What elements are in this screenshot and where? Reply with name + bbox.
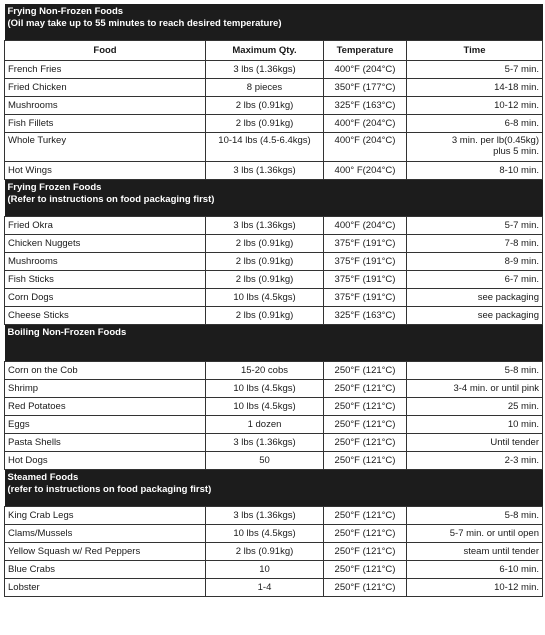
qty-cell: 10 lbs (4.5kgs) [206, 525, 324, 543]
food-cell: Corn Dogs [5, 289, 206, 307]
table-row [5, 97, 543, 115]
table-row [5, 416, 543, 434]
time-cell: 5-7 min. [407, 61, 543, 79]
qty-cell: 2 lbs (0.91kg) [206, 97, 324, 115]
food-cell: Red Potatoes [5, 398, 206, 416]
cooking-chart-table [4, 4, 543, 597]
qty-cell: 10 [206, 561, 324, 579]
food-cell: Chicken Nuggets [5, 235, 206, 253]
qty-cell: 2 lbs (0.91kg) [206, 271, 324, 289]
qty-cell: 3 lbs (1.36kgs) [206, 434, 324, 452]
time-cell: 25 min. [407, 398, 543, 416]
table-row [5, 543, 543, 561]
food-cell: Cheese Sticks [5, 307, 206, 325]
food-cell: Yellow Squash w/ Red Peppers [5, 543, 206, 561]
qty-cell: 2 lbs (0.91kg) [206, 115, 324, 133]
table-row [5, 79, 543, 97]
column-header-food: Food [5, 41, 206, 61]
temp-cell: 325°F (163°C) [324, 97, 407, 115]
food-cell: Fried Okra [5, 217, 206, 235]
qty-cell: 15-20 cobs [206, 362, 324, 380]
food-cell: Shrimp [5, 380, 206, 398]
table-row [5, 307, 543, 325]
qty-cell: 2 lbs (0.91kg) [206, 543, 324, 561]
temp-cell: 250°F (121°C) [324, 434, 407, 452]
table-row [5, 452, 543, 470]
table-row [5, 434, 543, 452]
table-row [5, 235, 543, 253]
food-cell: Hot Dogs [5, 452, 206, 470]
time-cell: 2-3 min. [407, 452, 543, 470]
table-row [5, 271, 543, 289]
temp-cell: 250°F (121°C) [324, 561, 407, 579]
time-cell: 10-12 min. [407, 97, 543, 115]
temp-cell: 375°F (191°C) [324, 235, 407, 253]
time-cell: 6-8 min. [407, 115, 543, 133]
table-row [5, 115, 543, 133]
time-cell: 5-7 min. [407, 217, 543, 235]
section-note: (Oil may take up to 55 minutes to reach desired temperature) [7, 18, 282, 29]
time-cell: 5-8 min. [407, 507, 543, 525]
time-cell: 14-18 min. [407, 79, 543, 97]
temp-cell: 400°F (204°C) [324, 61, 407, 79]
food-cell: Lobster [5, 579, 206, 597]
qty-cell: 3 lbs (1.36kgs) [206, 162, 324, 180]
qty-cell: 2 lbs (0.91kg) [206, 307, 324, 325]
food-cell: Whole Turkey [5, 133, 206, 162]
section-note: (Refer to instructions on food packaging first) [7, 194, 215, 205]
temp-cell: 400°F (204°C) [324, 133, 407, 162]
temp-cell: 250°F (121°C) [324, 416, 407, 434]
food-cell: Mushrooms [5, 97, 206, 115]
table-row [5, 525, 543, 543]
section-title: Frying Non-Frozen Foods [7, 6, 124, 17]
food-cell: Clams/Mussels [5, 525, 206, 543]
table-row [5, 380, 543, 398]
food-cell: Fried Chicken [5, 79, 206, 97]
column-header-max-qty: Maximum Qty. [206, 41, 324, 61]
time-cell: 5-8 min. [407, 362, 543, 380]
food-cell: Mushrooms [5, 253, 206, 271]
qty-cell: 3 lbs (1.36kgs) [206, 61, 324, 79]
temp-cell: 375°F (191°C) [324, 271, 407, 289]
table-row [5, 61, 543, 79]
time-cell: steam until tender [407, 543, 543, 561]
table-row [5, 398, 543, 416]
time-cell [407, 133, 543, 162]
cooking-chart-document [4, 4, 542, 597]
temp-cell: 375°F (191°C) [324, 253, 407, 271]
qty-cell: 10-14 lbs (4.5-6.4kgs) [206, 133, 324, 162]
temp-cell: 350°F (177°C) [324, 79, 407, 97]
qty-cell: 50 [206, 452, 324, 470]
table-row [5, 133, 543, 162]
temp-cell: 325°F (163°C) [324, 307, 407, 325]
temp-cell: 400°F (204°C) [324, 115, 407, 133]
section-note: (refer to instructions on food packaging first) [7, 484, 212, 495]
column-header-temperature: Temperature [324, 41, 407, 61]
time-line-2: plus 5 min. [493, 146, 539, 157]
table-row [5, 289, 543, 307]
food-cell: Fish Sticks [5, 271, 206, 289]
food-cell: French Fries [5, 61, 206, 79]
time-cell: see packaging [407, 307, 543, 325]
section-title: Steamed Foods [7, 472, 79, 483]
time-cell: 3-4 min. or until pink [407, 380, 543, 398]
temp-cell: 250°F (121°C) [324, 579, 407, 597]
temp-cell: 250°F (121°C) [324, 507, 407, 525]
qty-cell: 3 lbs (1.36kgs) [206, 217, 324, 235]
food-cell: Fish Fillets [5, 115, 206, 133]
food-cell: King Crab Legs [5, 507, 206, 525]
temp-cell: 375°F (191°C) [324, 289, 407, 307]
food-cell: Corn on the Cob [5, 362, 206, 380]
food-cell: Pasta Shells [5, 434, 206, 452]
time-cell: 5-7 min. or until open [407, 525, 543, 543]
section-header-steamed [5, 470, 543, 507]
section-header-frying-frozen [5, 180, 543, 217]
column-header-time: Time [407, 41, 543, 61]
time-cell: see packaging [407, 289, 543, 307]
temp-cell: 250°F (121°C) [324, 362, 407, 380]
time-cell: 8-10 min. [407, 162, 543, 180]
temp-cell: 400° F(204°C) [324, 162, 407, 180]
table-row [5, 253, 543, 271]
time-cell: 6-7 min. [407, 271, 543, 289]
table-row [5, 217, 543, 235]
time-cell: 7-8 min. [407, 235, 543, 253]
qty-cell: 10 lbs (4.5kgs) [206, 398, 324, 416]
food-cell: Hot Wings [5, 162, 206, 180]
temp-cell: 250°F (121°C) [324, 543, 407, 561]
temp-cell: 250°F (121°C) [324, 452, 407, 470]
table-row [5, 561, 543, 579]
qty-cell: 3 lbs (1.36kgs) [206, 507, 324, 525]
time-cell: Until tender [407, 434, 543, 452]
section-header-frying-non-frozen [5, 4, 543, 41]
column-header-row [5, 41, 543, 61]
food-cell: Eggs [5, 416, 206, 434]
qty-cell: 10 lbs (4.5kgs) [206, 289, 324, 307]
qty-cell: 2 lbs (0.91kg) [206, 253, 324, 271]
qty-cell: 10 lbs (4.5kgs) [206, 380, 324, 398]
temp-cell: 400°F (204°C) [324, 217, 407, 235]
time-cell: 10 min. [407, 416, 543, 434]
qty-cell: 1-4 [206, 579, 324, 597]
qty-cell: 1 dozen [206, 416, 324, 434]
time-cell: 6-10 min. [407, 561, 543, 579]
section-title: Frying Frozen Foods [7, 182, 102, 193]
table-row [5, 507, 543, 525]
qty-cell: 2 lbs (0.91kg) [206, 235, 324, 253]
qty-cell: 8 pieces [206, 79, 324, 97]
table-row [5, 162, 543, 180]
section-header-boiling-non-frozen [5, 325, 543, 362]
section-title: Boiling Non-Frozen Foods [7, 327, 127, 338]
time-cell: 8-9 min. [407, 253, 543, 271]
table-row [5, 362, 543, 380]
table-row [5, 579, 543, 597]
temp-cell: 250°F (121°C) [324, 525, 407, 543]
time-cell: 10-12 min. [407, 579, 543, 597]
food-cell: Blue Crabs [5, 561, 206, 579]
time-line-1: 3 min. per lb(0.45kg) [451, 135, 539, 146]
temp-cell: 250°F (121°C) [324, 398, 407, 416]
temp-cell: 250°F (121°C) [324, 380, 407, 398]
